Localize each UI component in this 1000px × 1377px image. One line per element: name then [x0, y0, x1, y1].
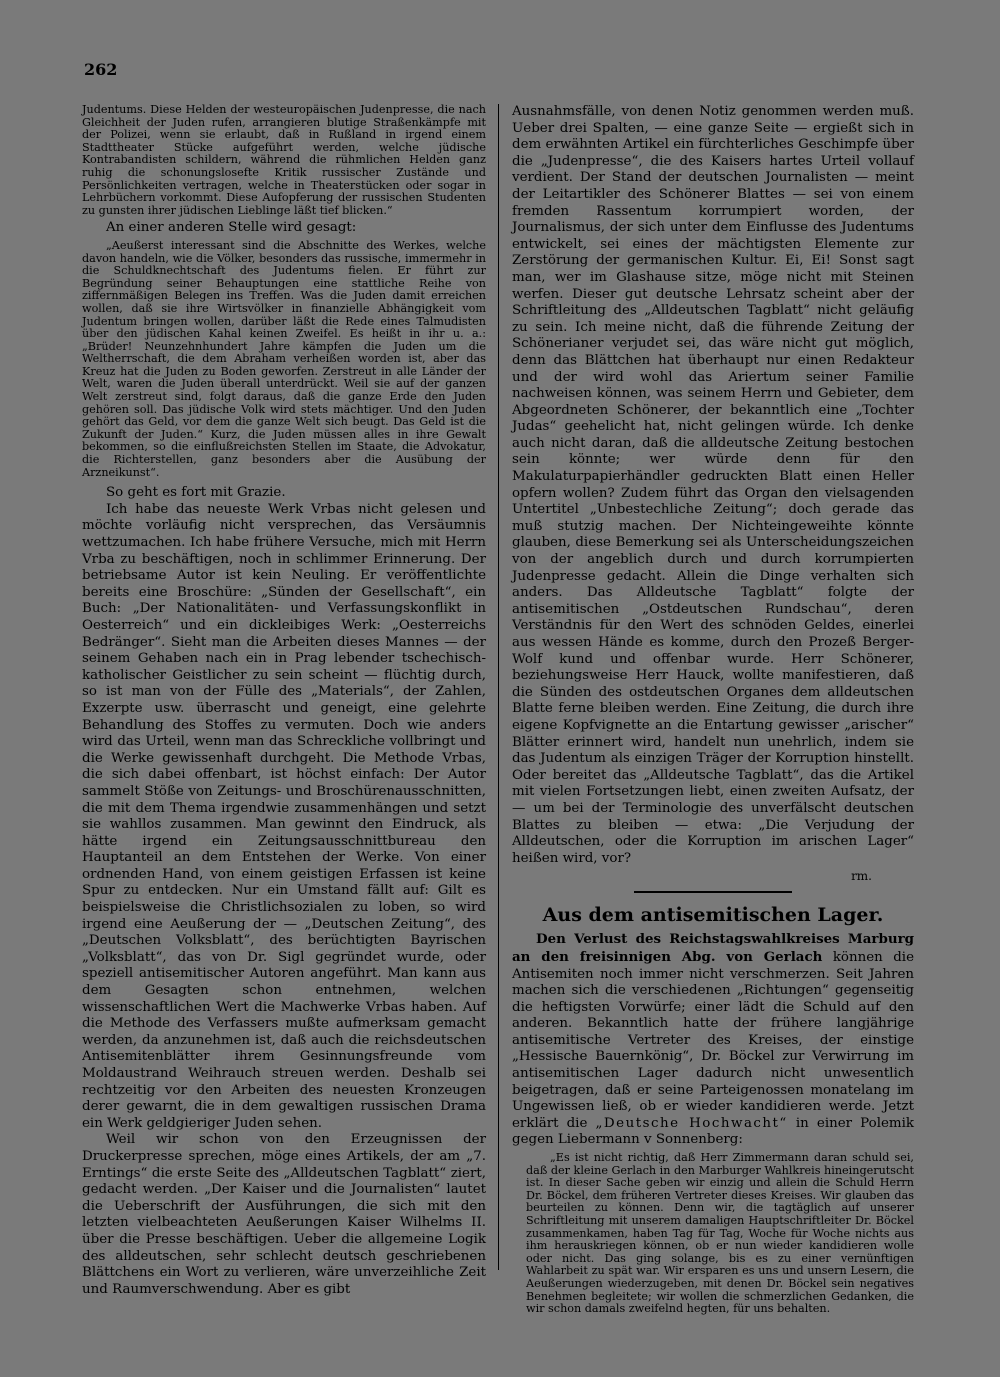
right-paragraph-quote: „Es ist nicht richtig, daß Herr Zimmermann daran schuld sei, daß der kleine Gerlach in den Marburger Wahlkreis hineingerutscht ist. In dieser Sache geben wir einzig und allein die Schuld Herrn Dr. Böckel, dem früheren Vertreter dieses Kreises. Wir glauben das beurteilen zu können. Denn wir, die tagtäglich auf unserer Schriftleitung mit unserem damaligen Hauptschriftleiter Dr. Böckel zusammenkamen, haben Tag für Tag, Woche für Woche nichts aus ihm herauskriegen können, ob er nun wieder kandidieren wolle oder nicht. Das ging solange, bis es zu einer vernünftigen Wahlarbeit zu spät war. Wir ersparen es uns und unsern Lesern, die Aeußerungen wiederzugeben, mit denen Dr. Böckel sein negatives Benehmen begleitete; wir wollen die schmerzlichen Gedanken, die wir schon damals zweifelnd hegten, für uns behalten. — [526, 1151, 914, 1316]
right-paragraph-continuation: Ausnahmsfälle, von denen Notiz genommen werden muß. Ueber drei Spalten, — eine ganze Seite — ergießt sich in dem erwähnten Artikel ein fürchterliches Geschimpfe über die „Judenpresse“, die des Kaisers hartes Urteil vollauf verdient. Der Stand der deutschen Journalisten — meint der Leitartikler des Schönerer Blattes — sei von einem fremden Rassentum korrumpiert worden, der Journalismus, der sich unter dem Einflusse des Judentums entwickelt, sei eines der mächtigsten Elemente zur Zerstörung der germanischen Kultur. Ei, Ei! Sonst sagt man, wer im Glashause sitze, möge nicht mit Steinen werfen. Dieser gut deutsche Lehrsatz scheint aber der Schriftleitung des „Alldeutschen Tagblatt“ nicht geläufig zu sein. Ich meine nicht, daß die führende Zeitung der Schönerianer verjudet sei, das wäre nicht gut möglich, denn das Blättchen hat überhaupt nur einen Redakteur und der wird wohl das Ariertum seiner Familie nachweisen können, was seinem Herrn und Gebieter, dem Abgeordneten Schönerer, der bekanntlich eine „Tochter Judas“ geehelicht hat, nicht gelingen würde. Ich denke auch nicht daran, daß die alldeutsche Zeitung bestochen sein könnte; wer würde denn für den Makulaturpapierhändler gedruckten Blatt einen Heller opfern wollen? Zudem führt das Organ den vielsagenden Untertitel „Unbestechliche Zeitung“; doch gerade das muß stutzig machen. Der Nichteingeweihte könnte glauben, diese Bemerkung sei als Unterscheidungszeichen von der angeblich durch und durch korrumpierten Judenpresse gedacht. Allein die Dinge verhalten sich anders. Das Alldeutsche Tagblatt“ folgte der antisemitischen „Ostdeutschen Rundschau“, deren Verständnis für den Wert des schnöden Geldes, einerlei aus wessen Hände es komme, durch den Prozeß Berger-Wolf kund und offenbar wurde. Herr Schönerer, beziehungsweise Herr Hauck, wollte manifestieren, daß die Sünden des ostdeutschen Organes dem alldeutschen Blatte ferne bleiben werden. Eine Zeitung, die durch ihre eigene Kopfvignette an die Entartung gewisser „arischer“ Blätter erinnert wird, handelt nun unehrlich, indem sie das Judentum als einzigen Träger der Korruption hinstellt. Oder bereitet das „Alldeutsche Tagblatt“, das die Artikel mit vielen Fortsetzungen liebt, einen zweiten Aufsatz, der — um bei der Terminologie des unverfälscht deutschen Blattes zu bleiben — etwa: „Die Verjudung der Alldeutschen, oder die Korruption im arischen Lager“ heißen wird, vor? — [512, 104, 914, 866]
left-paragraph-intro-quote: An einer anderen Stelle wird gesagt: — [106, 220, 357, 236]
section-divider — [634, 891, 792, 893]
column-divider — [498, 104, 499, 1270]
left-column — [82, 104, 486, 1298]
left-paragraph-vrba: Ich habe das neueste Werk Vrbas nicht gelesen und möchte vorläufig nicht versprechen, das Versäumnis wettzumachen. Ich habe frühere Versuche, mich mit Herrn Vrba zu beschäftigen, noch in schlimmer Erinnerung. Der betriebsame Autor ist kein Neuling. Er veröffentlichte bereits eine Broschüre: „Sünden der Gesellschaft“, ein Buch: „Der Nationalitäten- und Verfassungskonflikt in Oesterreich“ und ein dickleibiges Werk: „Oesterreichs Bedränger“. Sieht man die Arbeiten dieses Mannes — der seinem Gehaben nach ein in Prag lebender tschechisch-katholischer Geistlicher zu sein scheint — flüchtig durch, so ist man von der Fülle des „Materials“, der Zahlen, Exzerpte usw. überrascht und geneigt, eine gelehrte Behandlung des Stoffes zu vermuten. Doch wie anders wird das Urteil, wenn man das Schreckliche vollbringt und die Werke gewissenhaft durchgeht. Die Methode Vrbas, die sich dabei offenbart, ist höchst einfach: Der Autor sammelt Stöße von Zeitungs- und Broschürenausschnitten, die mit dem Thema irgendwie zusammenhängen und setzt sie wahllos zusammen. Man gewinnt den Eindruck, als hätte irgend ein Zeitungsausschnittbureau den Hauptanteil an dem Entstehen der Werke. Von einer ordnenden Hand, von einem geistigen Erfassen ist keine Spur zu entdecken. Nur ein Umstand fällt auf: Gilt es beispielsweise die Christlichsozialen zu loben, so wird irgend eine Aeußerung der — „Deutschen Zeitung“, des „Deutschen Volksblatt“, des berüchtigten Bayrischen „Volksblatt“, das von Dr. Sigl gegründet wurde, oder speziell antisemitischer Autoren angeführt. Man kann aus dem Gesagten schon entnehmen, welchen wissenschaftlichen Wert die Machwerke Vrbas haben. Auf die Methode des Verfassers mußte aufmerksam gemacht werden, da anzunehmen ist, daß auch die reichsdeutschen Antisemitenblätter ihrem Gesinnungsfreunde vom Moldaustrand Weihrauch streuen werden. Deshalb sei rechtzeitig vor den Arbeiten des neuesten Kronzeugen derer gewarnt, die in dem gewaltigen russischen Drama ein Werk geldgieriger Juden sehen. — [82, 501, 486, 1131]
lead-bold-phrase: Den Verlust des Reichstagswahlkreises Marburg an den freisinnigen Abg. von Gerlach — [512, 931, 914, 965]
section-heading: Aus dem antisemitischen Lager. — [542, 904, 884, 927]
left-paragraph-grazie: So geht es fort mit Grazie. — [106, 485, 286, 501]
marburg-text: können die Antisemiten noch immer nicht verschmerzen. Seit Jahren machen sich die verschiedenen „Richtungen“ gegenseitig die heftigsten Vorwürfe; einer lädt die Schuld auf den anderen. Bekanntlich hatte der frühere langjährige antisemitische Vertreter des Kreises, der einstige „Hessische Bauernkönig“, Dr. Böckel zur Verwirrung im antisemitischen Lager dadurch nicht unwesentlich beigetragen, daß er seine Parteigenossen monatelang im Ungewissen ließ, ob er wieder kandidieren werde. Jetzt erklärt die — [512, 949, 915, 1131]
page-number: 262 — [84, 60, 118, 79]
newspaper-name: „Deutsche Hochwacht“ — [595, 1115, 788, 1131]
left-paragraph-alldeutsches-tagblatt: Weil wir schon von den Erzeugnissen der Druckerpresse sprechen, möge eines Artikels, der am „7. Erntings“ die erste Seite des „Alldeutschen Tagblatt“ ziert, gedacht werden. „Der Kaiser und die Journalisten“ lautet die Ueberschrift der Ausführungen, die sich mit den letzten vielbeachteten Aeußerungen Kaiser Wilhelms II. über die Presse beschäftigen. Ueber die allgemeine Logik des alldeutschen, sehr schlecht deutsch geschriebenen Blättchens ein Wort zu verlieren, wäre unverzeihliche Zeit und Raumverschwendung. Aber es gibt — [82, 1132, 486, 1297]
marburg-text-end: in einer Polemik gegen Liebermann v Sonnenberg: — [512, 1115, 914, 1148]
right-column — [512, 104, 914, 1316]
right-paragraph-marburg — [512, 931, 914, 1149]
left-paragraph-quote: „Aeußerst interessant sind die Abschnitte des Werkes, welche davon handeln, wie die Völker, besonders das russische, immermehr in die Schuldknechtschaft des Judentums fielen. Er führt zur Begründung seiner Behauptungen eine stattliche Reihe von ziffernmäßigen Belegen ins Treffen. Was die Juden damit erreichen wollen, daß sie ihre Wirtsvölker in finanzielle Abhängigkeit vom Judentum bringen wollen, darüber läßt die Rede eines Talmudisten über den jüdischen Kahal keinen Zweifel. Es heißt in ihr u. a.: „Brüder! Neunzehnhundert Jahre kämpfen die Juden um die Weltherrschaft, die dem Abraham verheißen worden ist, aber das Kreuz hat die Juden zu Boden geworfen. Zerstreut in alle Länder der Welt, waren die Juden überall unterdrückt. Weil sie auf der ganzen Welt zerstreut sind, folgt daraus, daß die ganze Erde den Juden gehören soll. Das jüdische Volk wird stets mächtiger. Und den Juden gehört das Geld, vor dem die ganze Welt sich beugt. Das Geld ist die Zukunft der Juden.“ Kurz, die Juden müssen alles in ihre Gewalt bekommen, so die einflußreichsten Stellen im Staate, die Advokatur, die Richterstellen, ganz besonders aber die Ausübung der Arzneikunst“. — [82, 238, 486, 479]
author-signature: rm. — [851, 869, 872, 884]
left-paragraph-quote-continuation: Judentums. Diese Helden der westeuropäischen Judenpresse, die nach Gleichheit der Juden rufen, arrangieren blutige Straßenkämpfe mit der Polizei, wenn sie erlaubt, daß in Rußland in irgend einem Stadttheater Stücke aufgeführt werden, welche jüdische Kontrabandisten schildern, während die rühmlichen Helden ganz ruhig die schonungslosefte Kritik russischer Zustände und Persönlichkeiten vertragen, welche in Theaterstücken oder sogar in Lehrbüchern vorkommt. Diese Aufopferung der russischen Studenten zu gunsten ihrer jüdischen Lieblinge läßt tief blicken.“ — [82, 103, 486, 217]
